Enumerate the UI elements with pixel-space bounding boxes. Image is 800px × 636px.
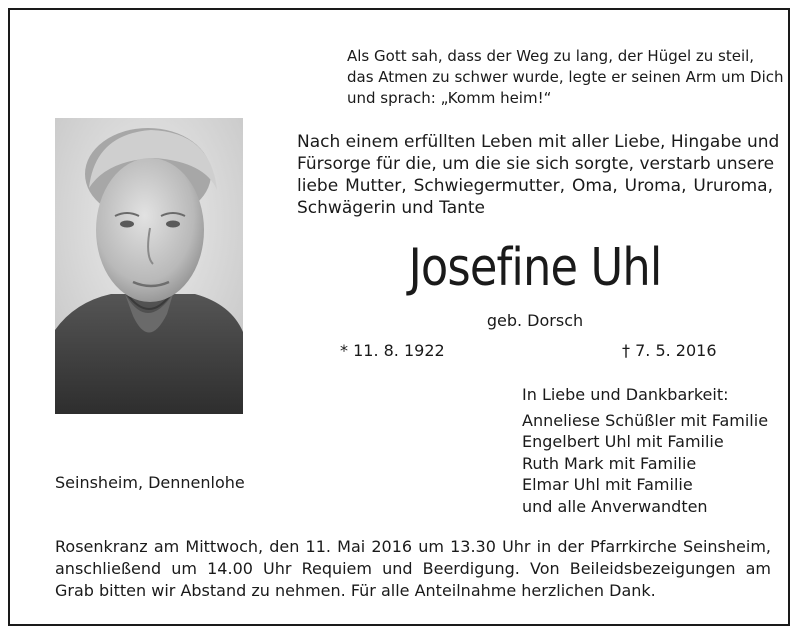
portrait-photo (55, 118, 243, 414)
mourners-heading: In Liebe und Dankbarkeit: (522, 385, 729, 404)
intro-text (297, 131, 780, 219)
mourner-name: Engelbert Uhl mit Familie (522, 432, 724, 451)
intro-line: liebe Mutter, Schwiegermutter, Oma, Uroma, Ururoma, (297, 176, 773, 196)
poem-line: und sprach: „Komm heim!“ (347, 89, 552, 107)
intro-line: Nach einem erfüllten Leben mit aller Liebe, Hingabe und (297, 132, 780, 152)
mourner-name: Anneliese Schüßler mit Familie (522, 410, 769, 430)
mourners-list (522, 384, 792, 517)
funeral-notice-line: anschließend um 14.00 Uhr Requiem und Beerdigung. Von Beileidsbezeigungen am (55, 559, 771, 578)
death-date: † 7. 5. 2016 (622, 341, 717, 360)
poem-line: Als Gott sah, dass der Weg zu lang, der Hügel zu steil, (347, 47, 755, 65)
funeral-notice-line: Grab bitten wir Abstand zu nehmen. Für alle Anteilnahme herzlichen Dank. (55, 581, 656, 600)
obituary-card (8, 8, 790, 626)
mourner-name: Ruth Mark mit Familie (522, 453, 697, 473)
mourner-name: Elmar Uhl mit Familie (522, 475, 693, 494)
intro-line: Schwägerin und Tante (297, 198, 486, 218)
funeral-notice-line: Rosenkranz am Mittwoch, den 11. Mai 2016 um 13.30 Uhr in der Pfarrkirche Seinsheim, (55, 537, 771, 556)
maiden-name: geb. Dorsch (486, 311, 584, 330)
portrait-illustration (55, 118, 243, 414)
mourner-name: und alle Anverwandten (522, 496, 708, 516)
funeral-notice (55, 536, 771, 602)
intro-line: Fürsorge für die, um die sie sich sorgte, verstarb unsere (297, 154, 775, 174)
poem-verse (347, 46, 797, 109)
birth-date: * 11. 8. 1922 (340, 341, 445, 360)
deceased-name: Josefine Uhl (408, 238, 662, 298)
poem-line: das Atmen zu schwer wurde, legte er seinen Arm um Dich (347, 68, 784, 86)
place-of-residence: Seinsheim, Dennenlohe (55, 473, 245, 492)
